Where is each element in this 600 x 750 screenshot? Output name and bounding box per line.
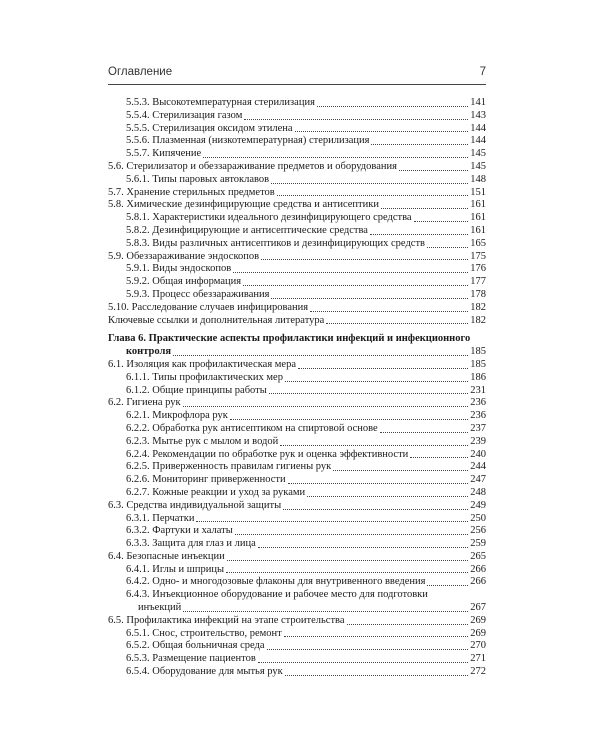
toc-entry[interactable] <box>108 148 486 161</box>
toc-page-number: 144 <box>470 122 486 134</box>
toc-leader-dots <box>261 259 468 260</box>
toc-entry-text: 5.8.2. Дезинфицирующие и антисептические средства <box>126 224 368 236</box>
toc-page-number: 259 <box>470 538 486 550</box>
toc-entry-text: 5.9.3. Процесс обеззараживания <box>126 288 270 300</box>
toc-entry-text: 6.4.1. Иглы и шприцы <box>126 563 225 575</box>
toc-page-number: 145 <box>470 148 486 160</box>
toc-page-number: 175 <box>470 250 486 262</box>
toc-entry-text: 6.2.3. Мытье рук с мылом и водой <box>126 435 279 447</box>
toc-entry-text: 6.5. Профилактика инфекций на этапе строительства <box>108 614 345 626</box>
toc-leader-dots <box>381 208 468 209</box>
toc-leader-dots <box>310 311 468 312</box>
toc-leader-dots <box>267 649 469 650</box>
toc-entry-text: 6.3. Средства индивидуальной защиты <box>108 499 282 511</box>
page-number: 7 <box>479 66 486 78</box>
toc-entry[interactable] <box>108 640 486 653</box>
toc-page-number: 247 <box>470 474 486 486</box>
toc-leader-dots <box>295 131 469 132</box>
toc-entry[interactable] <box>108 238 486 251</box>
toc-entry-text: 6.5.2. Общая больничная среда <box>126 640 265 652</box>
toc-entry[interactable] <box>108 436 486 449</box>
toc-entry-wrapped[interactable] <box>108 589 486 615</box>
toc-page-number: 144 <box>470 135 486 147</box>
toc-entry-text: 5.8. Химические дезинфицирующие средства и антисептики <box>108 199 379 211</box>
toc-entry-text: 6.3.1. Перчатки <box>126 512 195 524</box>
toc-leader-dots <box>235 534 469 535</box>
toc-entry[interactable] <box>108 276 486 289</box>
toc-leader-dots <box>414 221 469 222</box>
toc-page-number: 272 <box>470 666 486 678</box>
toc-page-number: 236 <box>470 397 486 409</box>
toc-entry[interactable] <box>108 123 486 136</box>
toc-entry-text: 6.4.2. Одно- и многодозовые флаконы для внутривенного введения <box>126 576 426 588</box>
toc-entry[interactable] <box>108 302 486 315</box>
toc-leader-dots <box>326 323 468 324</box>
toc-entry[interactable] <box>108 359 486 372</box>
running-header <box>108 66 486 84</box>
toc-entry-text: 6.5.3. Размещение пациентов <box>126 653 256 665</box>
toc-entry[interactable] <box>108 628 486 641</box>
toc-entry[interactable] <box>108 397 486 410</box>
toc-entry-text: 6.3.2. Фартуки и халаты <box>126 525 233 537</box>
toc-entry-text: 5.5.6. Плазменная (низкотемпературная) стерилизация <box>126 135 370 147</box>
toc-page-number: 239 <box>470 435 486 447</box>
toc-entry[interactable] <box>108 187 486 200</box>
toc-entry[interactable] <box>108 385 486 398</box>
toc-leader-dots <box>277 195 469 196</box>
toc-page-number: 185 <box>470 358 486 370</box>
toc-leader-dots <box>258 662 468 663</box>
toc-leader-dots <box>258 547 469 548</box>
toc-leader-dots <box>288 483 469 484</box>
toc-leader-dots <box>183 406 469 407</box>
toc-entry[interactable] <box>108 410 486 423</box>
toc-leader-dots <box>244 119 468 120</box>
toc-entry-text: 6.2. Гигиена рук <box>108 397 181 409</box>
toc-leader-dots <box>427 585 468 586</box>
toc-entry-text: 5.6.1. Типы паровых автоклавов <box>126 173 270 185</box>
toc-leader-dots <box>280 445 468 446</box>
toc-page-number: 141 <box>470 97 486 108</box>
toc-leader-dots <box>307 496 468 497</box>
toc-chapter-title-line1: Глава 6. Практические аспекты профилактики инфекций и инфекционного <box>108 333 471 345</box>
toc-entry-text: 6.1.2. Общие принципы работы <box>126 384 267 396</box>
toc-entry-text: 5.8.3. Виды различных антисептиков и дезинфицирующих средств <box>126 237 425 249</box>
toc-entry[interactable] <box>108 372 486 385</box>
toc-page-number: 182 <box>470 314 486 326</box>
toc-leader-dots <box>227 560 469 561</box>
toc-entry-text: 6.2.7. Кожные реакции и уход за руками <box>126 486 306 498</box>
toc-leader-dots <box>230 419 468 420</box>
toc-entry-text: 6.2.1. Микрофлора рук <box>126 410 228 422</box>
toc-entry[interactable] <box>108 251 486 264</box>
toc-page-number: 249 <box>470 499 486 511</box>
toc-chapter-title-line2: контроля <box>126 346 172 358</box>
toc-entry-text: 5.8.1. Характеристики идеального дезинфицирующего средства <box>126 212 412 224</box>
toc-entry-text-line2: инъекций <box>138 602 182 614</box>
toc-leader-dots <box>298 368 468 369</box>
toc-leader-dots <box>226 572 468 573</box>
toc-entry[interactable] <box>108 110 486 123</box>
toc-leader-dots <box>269 393 468 394</box>
toc-entry-text: 6.5.4. Оборудование для мытья рук <box>126 666 283 678</box>
toc-page-number: 143 <box>470 109 486 121</box>
toc-page-number: 269 <box>470 614 486 626</box>
toc-entry[interactable] <box>108 576 486 589</box>
toc-entry-text: 6.1. Изоляция как профилактическая мера <box>108 358 296 370</box>
toc-page-number: 240 <box>470 448 486 460</box>
toc-leader-dots <box>427 247 468 248</box>
toc-entry[interactable] <box>108 538 486 551</box>
toc-page-number: 271 <box>470 653 486 665</box>
toc-entry-text: 6.2.2. Обработка рук антисептиком на спиртовой основе <box>126 422 378 434</box>
toc-leader-dots <box>380 432 469 433</box>
toc-entry[interactable] <box>108 315 486 328</box>
toc-entry[interactable] <box>108 666 486 679</box>
toc-leader-dots <box>284 636 469 637</box>
toc-page-number: 145 <box>470 160 486 172</box>
toc-entry[interactable] <box>108 551 486 564</box>
toc-entry-text: 5.5.5. Стерилизация оксидом этилена <box>126 122 293 134</box>
toc-chapter-heading[interactable] <box>108 333 486 359</box>
toc-page-number: 178 <box>470 288 486 300</box>
toc-entry-text: 5.5.7. Кипячение <box>126 148 202 160</box>
toc-entry[interactable] <box>108 615 486 628</box>
toc-leader-dots <box>410 457 468 458</box>
toc-page-number: 248 <box>470 486 486 498</box>
toc-page-number: 151 <box>470 186 486 198</box>
toc-entry-text: 5.5.3. Высокотемпературная стерилизация <box>126 97 315 108</box>
toc-leader-dots <box>233 272 468 273</box>
toc-entry[interactable] <box>108 461 486 474</box>
toc-entry[interactable] <box>108 423 486 436</box>
toc-entry[interactable] <box>108 653 486 666</box>
toc-leader-dots <box>333 470 468 471</box>
toc-page-number: 161 <box>470 199 486 211</box>
toc-entry[interactable] <box>108 289 486 302</box>
toc-leader-dots <box>399 170 468 171</box>
toc-page-number: 269 <box>470 627 486 639</box>
toc-leader-dots <box>371 144 468 145</box>
toc-page-number: 161 <box>470 212 486 224</box>
toc-entry[interactable] <box>108 97 486 110</box>
toc-page-number: 165 <box>470 237 486 249</box>
toc-entry-text: 6.2.4. Рекомендации по обработке рук и оценка эффективности <box>126 448 409 460</box>
toc-leader-dots <box>285 381 468 382</box>
toc-entry-text: 5.5.4. Стерилизация газом <box>126 109 243 121</box>
toc-page-number: 256 <box>470 525 486 537</box>
toc-page-number: 182 <box>470 301 486 313</box>
toc-page-number: 176 <box>470 263 486 275</box>
toc-entry-text: 5.9. Обеззараживание эндоскопов <box>108 250 260 262</box>
toc-entry[interactable] <box>108 174 486 187</box>
toc-leader-dots <box>317 106 468 107</box>
toc-entry[interactable] <box>108 212 486 225</box>
toc-page-number: 267 <box>470 602 486 614</box>
toc-leader-dots <box>196 521 468 522</box>
header-rule <box>108 84 486 85</box>
toc-entry-text: Ключевые ссылки и дополнительная литература <box>108 314 325 326</box>
running-header-title: Оглавление <box>108 66 173 78</box>
toc-entry-text: 6.1.1. Типы профилактических мер <box>126 371 283 383</box>
toc-page-number: 244 <box>470 461 486 473</box>
toc-entry[interactable] <box>108 564 486 577</box>
toc-page-number: 266 <box>470 576 486 588</box>
table-of-contents <box>108 97 486 679</box>
toc-entry-text: 5.9.2. Общая информация <box>126 276 242 288</box>
toc-entry[interactable] <box>108 474 486 487</box>
toc-entry[interactable] <box>108 199 486 212</box>
toc-entry[interactable] <box>108 487 486 500</box>
toc-group-chapter6-cont <box>108 615 486 679</box>
toc-page-number: 237 <box>470 422 486 434</box>
toc-leader-dots <box>271 183 468 184</box>
toc-entry[interactable] <box>108 263 486 276</box>
toc-entry[interactable] <box>108 161 486 174</box>
toc-page-number: 270 <box>470 640 486 652</box>
toc-entry[interactable] <box>108 225 486 238</box>
toc-leader-dots <box>183 611 468 612</box>
toc-entry-text: 6.5.1. Снос, строительство, ремонт <box>126 627 282 639</box>
toc-leader-dots <box>370 234 468 235</box>
toc-entry-text: 5.6. Стерилизатор и обеззараживание предметов и оборудования <box>108 160 397 172</box>
toc-entry-text: 6.4. Безопасные инъекции <box>108 550 225 562</box>
toc-group-chapter5 <box>108 97 486 327</box>
toc-entry-text: 5.9.1. Виды эндоскопов <box>126 263 232 275</box>
toc-entry[interactable] <box>108 135 486 148</box>
toc-page-number: 266 <box>470 563 486 575</box>
toc-entry-text: 6.3.3. Защита для глаз и лица <box>126 538 256 550</box>
toc-page-number: 231 <box>470 384 486 396</box>
toc-leader-dots <box>285 675 468 676</box>
toc-page-number: 236 <box>470 410 486 422</box>
toc-page-number: 186 <box>470 371 486 383</box>
toc-entry-text: 6.2.6. Мониторинг приверженности <box>126 474 286 486</box>
toc-leader-dots <box>173 355 468 356</box>
toc-leader-dots <box>271 298 468 299</box>
toc-page-number: 250 <box>470 512 486 524</box>
toc-entry-text: 6.2.5. Приверженность правилам гигиены рук <box>126 461 332 473</box>
toc-entry-text-line1: 6.4.3. Инъекционное оборудование и рабочее место для подготовки <box>126 589 428 601</box>
toc-entry[interactable] <box>108 500 486 513</box>
toc-entry-text: 5.10. Расследование случаев инфицирования <box>108 301 309 313</box>
toc-page-number: 161 <box>470 224 486 236</box>
toc-entry[interactable] <box>108 513 486 526</box>
toc-group-chapter6 <box>108 359 486 589</box>
toc-leader-dots <box>203 157 468 158</box>
toc-page-number: 177 <box>470 276 486 288</box>
toc-page-number: 265 <box>470 550 486 562</box>
toc-page-number: 185 <box>470 346 486 358</box>
toc-leader-dots <box>283 509 468 510</box>
toc-page-number: 148 <box>470 173 486 185</box>
toc-entry[interactable] <box>108 449 486 462</box>
toc-entry[interactable] <box>108 525 486 538</box>
toc-entry-text: 5.7. Хранение стерильных предметов <box>108 186 275 198</box>
toc-leader-dots <box>243 285 468 286</box>
toc-leader-dots <box>347 624 469 625</box>
